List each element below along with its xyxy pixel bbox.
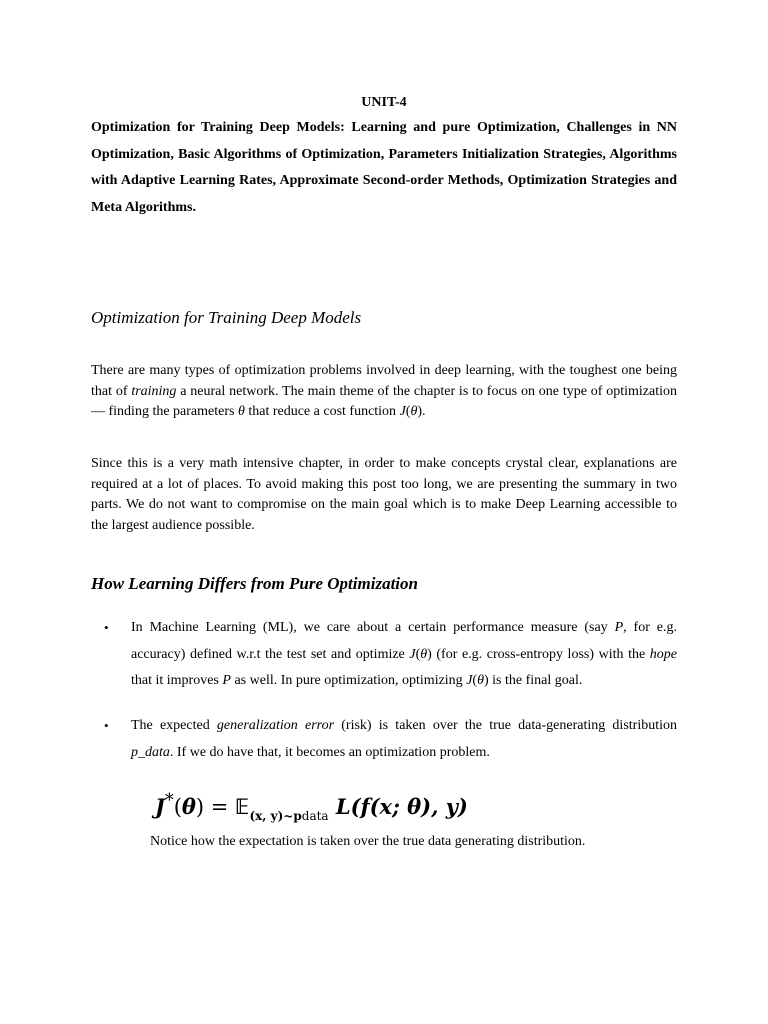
bullet-list xyxy=(91,713,677,766)
section-title-learning-vs-optimization: How Learning Differs from Pure Optimization xyxy=(91,574,418,593)
intro-paragraph: There are many types of optimization problems involved in deep learning, with the toughest one being that of training a neural network. The main theme of the chapter is to focus on one type of optimization — finding the parameters θ that reduce a cost function J(θ). xyxy=(91,363,677,420)
syllabus-summary: Optimization for Training Deep Models: Learning and pure Optimization, Challenges in NN Optimization, Basic Algorithms of Optimization, Parameters Initialization Strategies, Algorithms with Adaptive Learning Rates, Approximate Second-order Methods, Optimization Strategies and Meta Algorithms. xyxy=(91,120,677,216)
list-item: • The expected generalization error (risk) is taken over the true data-generating distribution p_data. If we do have that, it becomes an optimization problem. xyxy=(91,713,677,766)
risk-formula: J*(θ) = 𝔼$_{(x, y)\sim pdata}$ L(f(x; θ), y) xyxy=(155,791,468,823)
bullet-list xyxy=(91,615,677,695)
math-intensive-paragraph: Since this is a very math intensive chapter, in order to make concepts crystal clear, explanations are required at a lot of places. To avoid making this post too long, we are presenting the summary in two parts. We do not want to compromise on the main goal which is to make Deep Learning accessible to the largest audience possible. xyxy=(91,456,677,533)
bullet-icon: • xyxy=(104,718,109,733)
unit-heading: UNIT-4 xyxy=(361,95,407,110)
bullet-icon: • xyxy=(104,620,109,635)
formula-note: Notice how the expectation is taken over the true data generating distribution. xyxy=(150,834,586,849)
list-item: • In Machine Learning (ML), we care about a certain performance measure (say P, for e.g. accuracy) defined w.r.t the test set and optimize J(θ) (for e.g. cross-entropy loss) with the hope that it improves P as well. In pure optimization, optimizing J(θ) is the final goal. xyxy=(91,615,677,695)
section-title-optimization: Optimization for Training Deep Models xyxy=(91,308,362,327)
